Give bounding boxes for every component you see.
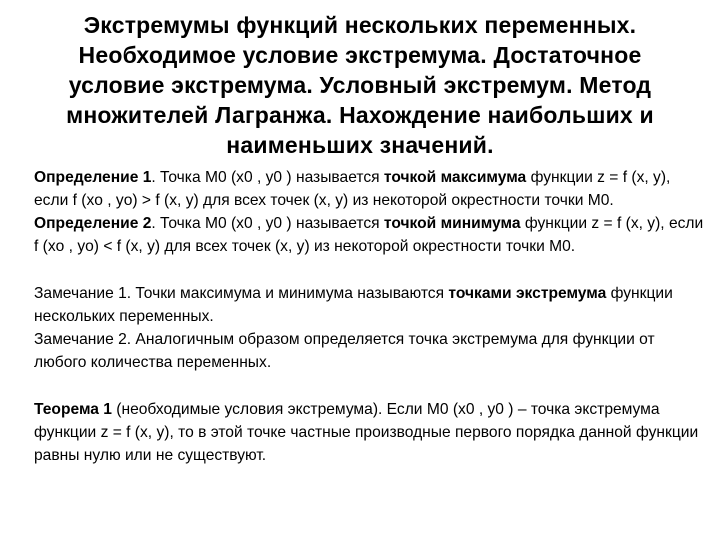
title-line: наименьших значений. [226, 132, 494, 158]
remark-1-text-a: Замечание 1. Точки максимума и минимума называются [34, 285, 449, 302]
spacer [34, 374, 706, 398]
definition-2-label: Определение 2 [34, 215, 152, 232]
spacer [34, 258, 706, 282]
definition-1-term: точкой максимума [383, 169, 527, 186]
remark-2: Замечание 2. Аналогичным образом определяется точка экстремума для функции от любого количества переменных. [34, 331, 655, 371]
remark-1 [34, 282, 706, 328]
definition-2 [34, 212, 706, 258]
definition-1-text-a: . Точка М0 (x0 , y0 ) называется [151, 169, 384, 186]
definition-1-text-b: функции z = f (x, y), если f (xo , yo) > f (x, y) для всех точек (x, y) из некоторой окрестности точки М0. [34, 169, 671, 209]
definition-1-label: Определение 1 [34, 169, 152, 186]
definition-2-term: точкой минимума [383, 215, 521, 232]
slide-body [34, 166, 706, 467]
definition-2-text-a: . Точка М0 (x0 , y0 ) называется [151, 215, 384, 232]
remark-1-term: точками экстремума [448, 285, 607, 302]
theorem-1-label: Теорема 1 [34, 401, 112, 418]
slide-title [40, 10, 680, 160]
theorem-1 [34, 398, 706, 467]
definition-2-text-b: функции z = f (x, y), если f (xo , yo) < f (x, y) для всех точек (x, y) из некоторой окрестности точки М0. [34, 215, 704, 255]
title-line: Необходимое условие экстремума. Достаточное [78, 42, 642, 68]
title-line: Экстремумы функций нескольких переменных. [83, 12, 637, 38]
remark-1-text-b: функции нескольких переменных. [34, 285, 673, 325]
definition-1 [34, 166, 706, 212]
theorem-1-text: (необходимые условия экстремума). Если М0 (x0 , y0 ) – точка экстремума функции z = f (x, y), то в этой точке частные производные первого порядка данной функции равны нулю или не существуют. [34, 401, 699, 464]
title-line: условие экстремума. Условный экстремум. Метод [68, 72, 652, 98]
title-line: множителей Лагранжа. Нахождение наибольших и [66, 102, 654, 128]
